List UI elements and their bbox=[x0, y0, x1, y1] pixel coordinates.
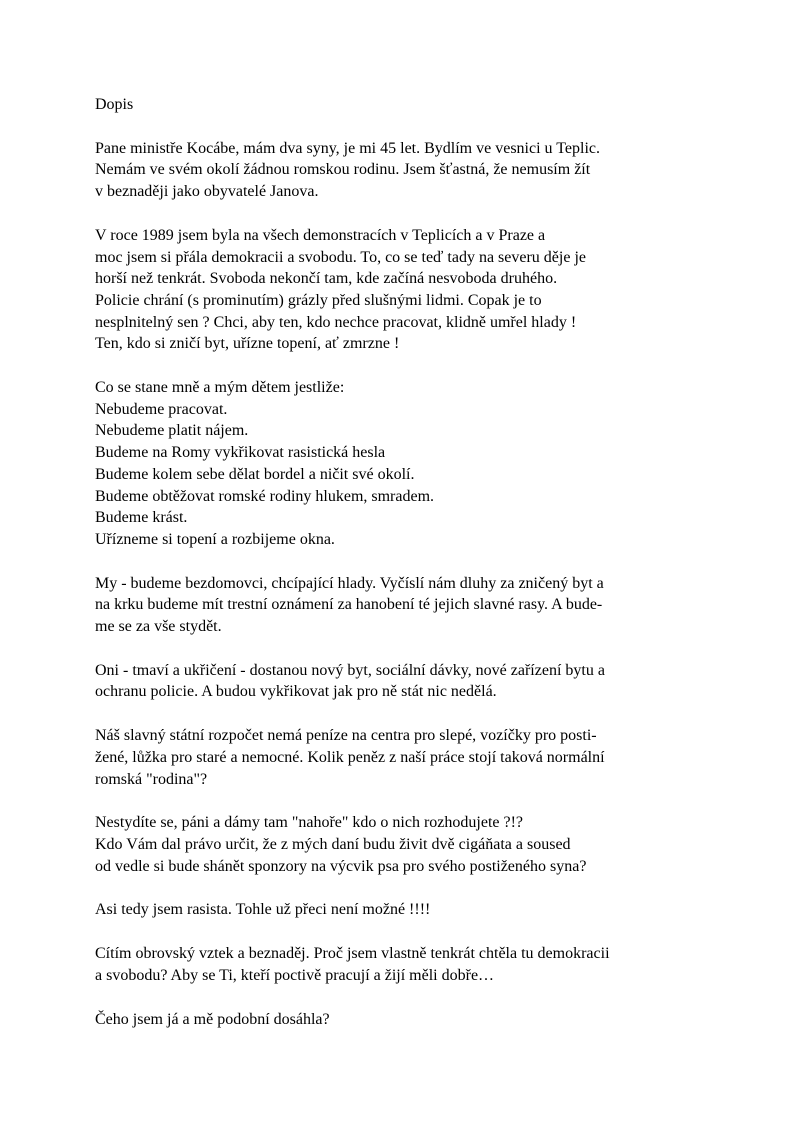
text-line: Budeme na Romy vykřikovat rasistická hesla bbox=[95, 444, 386, 462]
text-line: Nemám ve svém okolí žádnou romskou rodinu. Jsem šťastná, že nemusím žít bbox=[95, 161, 591, 179]
paragraph-closing bbox=[95, 1009, 735, 1031]
paragraph-vztek bbox=[95, 943, 735, 986]
text-line: Budeme krást. bbox=[95, 509, 188, 527]
text-line: Co se stane mně a mým dětem jestliže: bbox=[95, 379, 345, 397]
text-line: na krku budeme mít trestní oznámení za hanobení té jejich slavné rasy. A bude- bbox=[95, 596, 603, 614]
paragraph-oni bbox=[95, 660, 735, 703]
text-line: My - budeme bezdomovci, chcípající hlady. Vyčíslí nám dluhy za zničený byt a bbox=[95, 574, 604, 592]
paragraph-rasista bbox=[95, 899, 735, 921]
text-line: Uřízneme si topení a rozbijeme okna. bbox=[95, 530, 335, 548]
text-line: v beznaději jako obyvatelé Janova. bbox=[95, 183, 319, 201]
text-line: V roce 1989 jsem byla na všech demonstracích v Teplicích a v Praze a bbox=[95, 226, 546, 244]
text-line: Oni - tmaví a ukřičení - dostanou nový byt, sociální dávky, nové zařízení bytu a bbox=[95, 661, 605, 679]
letter-title: Dopis bbox=[95, 96, 134, 113]
paragraph-nestydite bbox=[95, 812, 735, 877]
text-line: romská "rodina"? bbox=[95, 770, 208, 788]
text-line: žené, lůžka pro staré a nemocné. Kolik peněz z naší práce stojí taková normální bbox=[95, 748, 605, 766]
paragraph-list bbox=[95, 377, 735, 551]
text-line: moc jsem si přála demokracii a svobodu. To, co se teď tady na severu děje je bbox=[95, 248, 586, 266]
text-line: Cítím obrovský vztek a beznaděj. Proč jsem vlastně tenkrát chtěla tu demokracii bbox=[95, 945, 610, 963]
text-line: Policie chrání (s prominutím) grázly před slušnými lidmi. Copak je to bbox=[95, 291, 542, 309]
paragraph-my bbox=[95, 573, 735, 638]
text-line: Asi tedy jsem rasista. Tohle už přeci není možné !!!! bbox=[95, 901, 431, 919]
text-line: a svobodu? Aby se Ti, kteří poctivě pracují a žijí měli dobře… bbox=[95, 966, 495, 984]
text-line: Čeho jsem já a mě podobní dosáhla? bbox=[95, 1010, 330, 1028]
text-line: ochranu policie. A budou vykřikovat jak pro ně stát nic nedělá. bbox=[95, 683, 497, 701]
text-line: Kdo Vám dal právo určit, že z mých daní budu živit dvě cigáňata a soused bbox=[95, 835, 571, 853]
paragraph-1989 bbox=[95, 225, 735, 355]
text-line: Nebudeme platit nájem. bbox=[95, 422, 249, 440]
text-line: od vedle si bude shánět sponzory na výcvik psa pro svého postiženého syna? bbox=[95, 857, 587, 875]
paragraph-intro bbox=[95, 138, 735, 203]
text-line: Pane ministře Kocábe, mám dva syny, je mi 45 let. Bydlím ve vesnici u Teplic. bbox=[95, 139, 600, 157]
text-line: Nestydíte se, páni a dámy tam "nahoře" kdo o nich rozhodujete ?!? bbox=[95, 814, 524, 832]
letter-page bbox=[95, 94, 735, 1052]
text-line: me se za vše stydět. bbox=[95, 618, 222, 636]
text-line: horší než tenkrát. Svoboda nekončí tam, kde začíná nesvoboda druhého. bbox=[95, 270, 558, 288]
text-line: Nebudeme pracovat. bbox=[95, 400, 228, 418]
text-line: Budeme kolem sebe dělat bordel a ničit své okolí. bbox=[95, 465, 415, 483]
text-line: Budeme obtěžovat romské rodiny hlukem, smradem. bbox=[95, 487, 435, 505]
text-line: nesplnitelný sen ? Chci, aby ten, kdo nechce pracovat, klidně umřel hlady ! bbox=[95, 313, 577, 331]
text-line: Ten, kdo si zničí byt, uřízne topení, ať zmrzne ! bbox=[95, 335, 400, 353]
text-line: Náš slavný státní rozpočet nemá peníze na centra pro slepé, vozíčky pro posti- bbox=[95, 727, 597, 745]
paragraph-rozpocet bbox=[95, 725, 735, 790]
